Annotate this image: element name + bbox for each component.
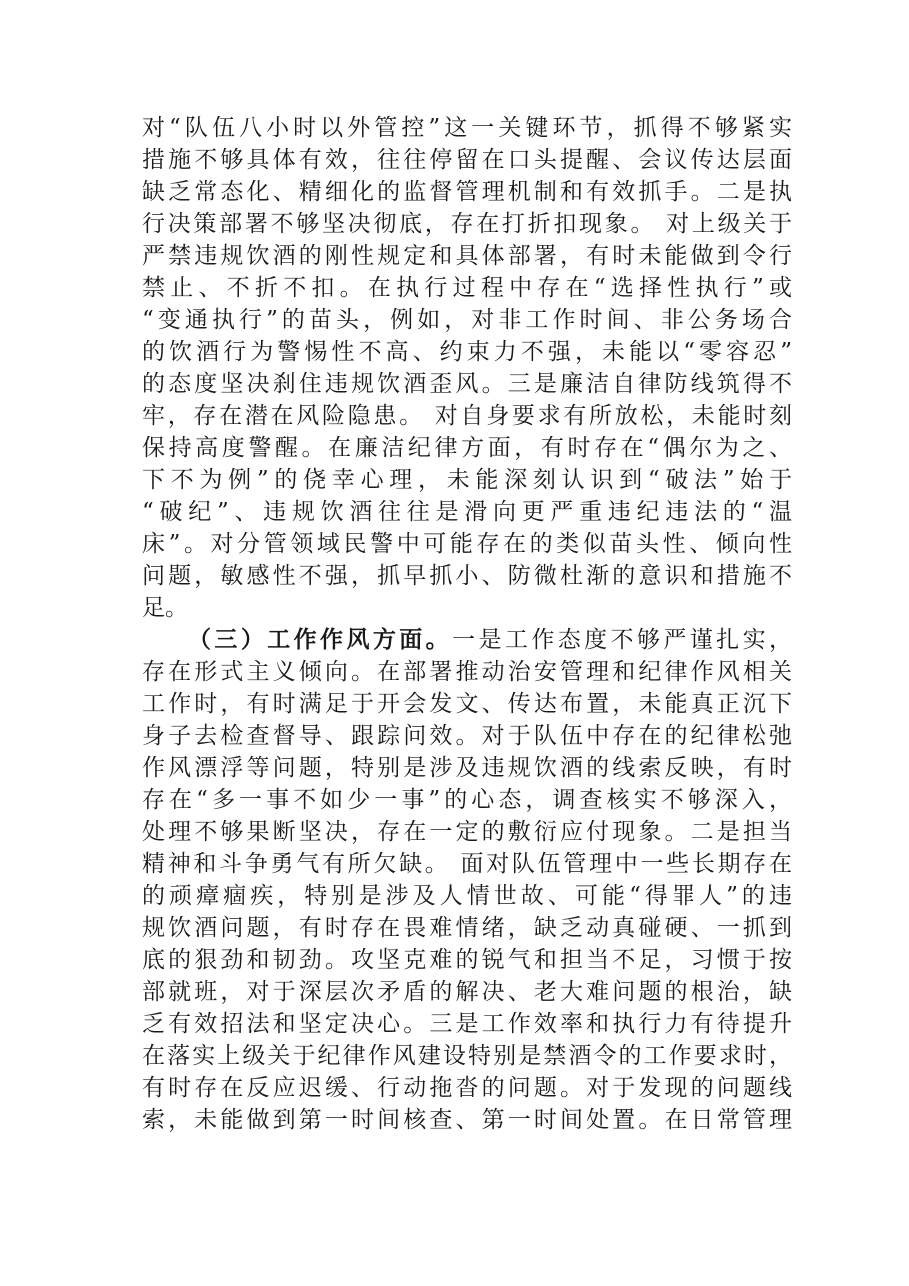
text-line: 存在形式主义倾向。在部署推动治安管理和纪律作风相关 bbox=[142, 659, 792, 685]
text-line: 禁止、不折不扣。在执行过程中存在“选择性执行”或 bbox=[142, 275, 792, 301]
text-line: 的顽瘴痼疾，特别是涉及人情世故、可能“得罪人”的违 bbox=[142, 883, 792, 909]
section-first-line bbox=[142, 624, 792, 656]
text-line: 措施不够具体有效，往往停留在口头提醒、会议传达层面 bbox=[142, 147, 792, 173]
text-line: 下不为例”的侥幸心理，未能深刻认识到“破法”始于 bbox=[142, 467, 792, 493]
text-line: 对“队伍八小时以外管控”这一关键环节，抓得不够紧实 bbox=[142, 115, 792, 141]
paragraph-discipline bbox=[142, 112, 792, 624]
paragraph-work-style bbox=[142, 624, 792, 1136]
section-first-line-text: 一是工作态度不够严谨扎实， bbox=[452, 627, 793, 653]
text-line: 精神和斗争勇气有所欠缺。 面对队伍管理中一些长期存在 bbox=[142, 851, 792, 877]
text-line: “变通执行”的苗头，例如，对非工作时间、非公务场合 bbox=[142, 307, 792, 333]
text-line: 处理不够果断坚决，存在一定的敷衍应付现象。二是担当 bbox=[142, 819, 792, 845]
text-line: 规饮酒问题，有时存在畏难情绪，缺乏动真碰硬、一抓到 bbox=[142, 915, 792, 941]
text-line: 牢，存在潜在风险隐患。 对自身要求有所放松，未能时刻 bbox=[142, 403, 792, 429]
text-line: 索，未能做到第一时间核查、第一时间处置。在日常管理 bbox=[142, 1107, 792, 1133]
text-line: 底的狠劲和韧劲。攻坚克难的锐气和担当不足，习惯于按 bbox=[142, 947, 792, 973]
section-heading: （三）工作作风方面。 bbox=[188, 626, 453, 653]
document-body bbox=[142, 112, 792, 1136]
text-line: 问题，敏感性不强，抓早抓小、防微杜渐的意识和措施不 bbox=[142, 563, 792, 589]
text-line: “破纪”、违规饮酒往往是滑向更严重违纪违法的“温 bbox=[142, 499, 792, 525]
text-line: 行决策部署不够坚决彻底，存在打折扣现象。 对上级关于 bbox=[142, 211, 792, 237]
text-line: 的饮酒行为警惕性不高、约束力不强，未能以“零容忍” bbox=[142, 339, 792, 365]
text-line: 身子去检查督导、跟踪问效。对于队伍中存在的纪律松弛 bbox=[142, 723, 792, 749]
text-line: 足。 bbox=[142, 595, 188, 621]
text-line: 存在“多一事不如少一事”的心态，调查核实不够深入， bbox=[142, 787, 792, 813]
text-line: 有时存在反应迟缓、行动拖沓的问题。对于发现的问题线 bbox=[142, 1075, 792, 1101]
text-line: 在落实上级关于纪律作风建设特别是禁酒令的工作要求时， bbox=[142, 1043, 792, 1069]
text-line: 严禁违规饮酒的刚性规定和具体部署，有时未能做到令行 bbox=[142, 243, 792, 269]
text-line: 工作时，有时满足于开会发文、传达布置，未能真正沉下 bbox=[142, 691, 792, 717]
text-line: 的态度坚决刹住违规饮酒歪风。三是廉洁自律防线筑得不 bbox=[142, 371, 792, 397]
text-line: 作风漂浮等问题，特别是涉及违规饮酒的线索反映，有时 bbox=[142, 755, 792, 781]
text-line: 缺乏常态化、精细化的监督管理机制和有效抓手。二是执 bbox=[142, 179, 792, 205]
text-line: 部就班，对于深层次矛盾的解决、老大难问题的根治，缺 bbox=[142, 979, 792, 1005]
text-line: 保持高度警醒。在廉洁纪律方面，有时存在“偶尔为之、 bbox=[142, 435, 792, 461]
text-line: 床”。对分管领域民警中可能存在的类似苗头性、倾向性 bbox=[142, 531, 792, 557]
text-line: 乏有效招法和坚定决心。三是工作效率和执行力有待提升 bbox=[142, 1011, 792, 1037]
